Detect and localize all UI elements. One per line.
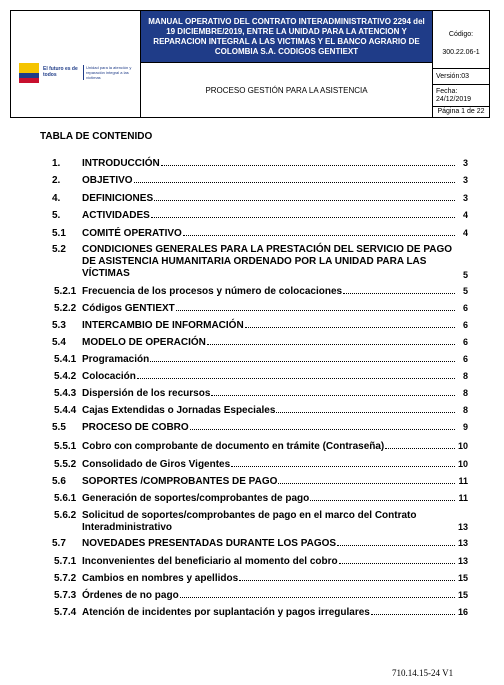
toc-entry[interactable] [48,607,468,620]
toc-entry-title[interactable]: Atención de incidentes por suplantación y pagos irregulares [82,607,370,618]
toc-entry-body [82,158,456,169]
toc-entry-number: 5.5.1 [54,441,77,452]
toc-entry-title[interactable]: Órdenes de no pago [82,590,179,601]
toc-entry[interactable] [48,538,468,551]
page-number: Página 1 de 22 [437,108,485,115]
toc-entry-body [82,244,456,280]
toc-entry-page: 6 [462,320,468,330]
toc-entry-body [82,210,456,221]
toc-entry-body [82,175,456,186]
toc-dot-leader [154,199,455,201]
toc-entry[interactable] [48,175,468,188]
toc-entry-number: 5.6.1 [54,493,77,504]
toc-entry-title[interactable]: Cajas Extendidas o Jornadas Especiales [82,405,276,416]
toc-entry-page: 5 [462,286,468,296]
toc-entry-page: 9 [462,422,468,432]
toc-entry[interactable] [48,228,468,241]
toc-entry[interactable] [48,320,468,333]
toc-entry-page: 11 [458,476,468,486]
toc-entry-page: 10 [457,441,468,451]
toc-entry[interactable] [48,388,468,401]
toc-entry-number: 5.4.3 [54,388,77,399]
toc-entry-title[interactable]: INTERCAMBIO DE INFORMACIÓN [82,320,244,331]
toc-entry-body [82,193,456,204]
toc-entry-body [82,459,456,470]
toc-entry-number: 5. [52,210,61,221]
toc-dot-leader [371,613,455,615]
toc-entry-number: 5.7.1 [54,556,77,567]
code-cell [433,11,489,69]
toc-entry[interactable] [48,158,468,171]
toc-entry-title[interactable]: INTRODUCCIÓN [82,158,160,169]
toc-entry-body [82,538,456,549]
toc-entry-number: 5.3 [52,320,66,331]
toc-dot-leader [343,292,455,294]
toc-entry-page: 8 [462,371,468,381]
toc-entry-body [82,590,456,601]
code-value: 300.22.06-1 [442,49,480,56]
toc-dot-leader [137,377,455,379]
code-label: Código: [448,31,474,38]
toc-entry-title[interactable]: SOPORTES /COMPROBANTES DE PAGO [82,476,278,487]
toc-entry[interactable] [48,459,468,472]
toc-entry-body [82,337,456,348]
toc-entry-title[interactable]: Cambios en nombres y apellidos [82,573,239,584]
toc-entry-number: 4. [52,193,61,204]
toc-entry[interactable] [48,573,468,586]
toc-entry-body [82,320,456,331]
toc-dot-leader [276,411,455,413]
toc-entry-title[interactable]: NOVEDADES PRESENTADAS DURANTE LOS PAGOS [82,538,337,549]
footer-code: 710.14.15-24 V1 [392,668,454,678]
toc-entry-title[interactable]: Consolidado de Giros Vigentes [82,459,231,470]
process-name: PROCESO GESTIÓN PARA LA ASISTENCIA [141,63,433,117]
toc-entry-number: 1. [52,158,61,169]
toc-dot-leader [176,309,455,311]
toc-entry[interactable] [48,337,468,350]
date-label: Fecha: [436,88,458,95]
logo-subtext: Unidad para la atención y reparación integral a las víctimas [83,65,138,80]
toc-entry-body [82,573,456,584]
toc-entry-page: 3 [462,193,468,203]
toc-entry-body [82,476,456,487]
toc-entry[interactable] [48,441,468,454]
toc-entry-number: 5.5 [52,422,66,433]
toc-entry-title[interactable]: PROCESO DE COBRO [82,422,189,433]
toc-entry-number: 2. [52,175,61,186]
toc-entry[interactable] [48,371,468,384]
toc-dot-leader [310,499,455,501]
toc-dot-leader [211,394,455,396]
version: Versión:03 [433,69,489,85]
toc-dot-leader [231,465,455,467]
toc-dot-leader [385,447,455,449]
toc-entry[interactable] [48,590,468,603]
toc-entry-number: 5.7.3 [54,590,77,601]
toc-entry-body [82,228,456,239]
colombia-logo-icon [19,63,39,83]
toc-entry-number: 5.5.2 [54,459,77,470]
toc-entry-body [82,422,456,433]
toc-entry[interactable] [48,286,468,299]
toc-entry-page: 4 [462,210,468,220]
date-value: 24/12/2019 [436,96,472,103]
toc-dot-leader [150,360,455,362]
toc-entry-number: 5.2.1 [54,286,77,297]
toc-entry-page: 5 [462,270,468,280]
toc-entry-title[interactable]: Solicitud de soportes/comprobantes de pago en el marco del Contrato Interadministrativo [82,510,417,533]
toc-entry[interactable] [48,354,468,367]
toc-entry-body [82,286,456,297]
toc-entry-body [82,303,456,314]
toc-entry-title[interactable]: Generación de soportes/comprobantes de pago [82,493,310,504]
toc-entry-body [82,510,456,534]
toc-dot-leader [190,428,455,430]
toc-entry[interactable] [48,405,468,418]
toc-dot-leader [207,343,455,345]
logo-text: El futuro es de todos [43,66,78,78]
toc-entry-page: 10 [457,459,468,469]
toc-entry-page: 11 [458,493,468,503]
toc-entry-number: 5.7 [52,538,66,549]
toc-entry-title[interactable]: COMITÉ OPERATIVO [82,228,182,239]
toc-dot-leader [161,164,455,166]
toc-entry-body [82,405,456,416]
toc-entry-body [82,556,456,567]
toc-entry-body [82,607,456,618]
toc-entry-title[interactable]: Códigos GENTIEXT [82,303,175,314]
toc-entry-page: 6 [462,354,468,364]
toc-dot-leader [245,326,455,328]
toc-entry-number: 5.4.4 [54,405,77,416]
logo-cell [11,11,141,117]
toc-entry[interactable] [48,556,468,569]
toc-entry-number: 5.7.2 [54,573,77,584]
toc-entry-body [82,354,456,365]
toc-entry[interactable] [48,422,468,435]
toc-entry[interactable] [48,244,468,280]
toc-entry-page: 6 [462,337,468,347]
toc-entry-number: 5.4 [52,337,66,348]
toc-entry[interactable] [48,210,468,223]
toc-entry-body [82,388,456,399]
toc-entry-title[interactable]: OBJETIVO [82,175,133,186]
toc-entry-number: 5.6 [52,476,66,487]
toc-dot-leader [337,544,455,546]
toc-heading: TABLA DE CONTENIDO [40,131,153,142]
toc-entry-title[interactable]: Inconvenientes del beneficiario al momento del cobro [82,556,338,567]
toc-entry[interactable] [48,476,468,489]
toc-dot-leader [339,562,455,564]
toc-dot-leader [151,216,455,218]
toc-entry-body [82,371,456,382]
toc-entry-body [82,493,456,504]
toc-entry-number: 5.4.2 [54,371,77,382]
toc-entry-number: 5.6.2 [54,510,77,521]
toc-entry-title[interactable]: Dispersión de los recursos [82,388,211,399]
toc-entry-number: 5.1 [52,228,66,239]
toc-dot-leader [239,579,455,581]
toc-entry-page: 13 [457,538,468,548]
toc-entry-title[interactable]: Frecuencia de los procesos y número de colocaciones [82,286,343,297]
toc-entry-title[interactable]: Programación [82,354,150,365]
toc-entry-number: 5.7.4 [54,607,77,618]
toc-entry-page: 16 [457,607,468,617]
toc-entry-title[interactable]: ACTIVIDADES [82,210,150,221]
toc-dot-leader [180,596,455,598]
toc-dot-leader [278,482,455,484]
toc-entry[interactable] [48,510,468,533]
toc-entry-page: 3 [462,158,468,168]
toc-dot-leader [183,234,455,236]
toc-entry-title[interactable]: CONDICIONES GENERALES PARA LA PRESTACIÓN DEL SERVICIO DE PAGO DE ASISTENCIA HUMANITARIA ORDENADO POR LA UNIDAD PARA LAS VÍCTIMAS [82,244,453,279]
toc-entry-body [82,441,456,452]
toc-entry-page: 13 [457,556,468,566]
date-cell [433,85,489,107]
toc-entry-title[interactable]: MODELO DE OPERACIÓN [82,337,206,348]
toc-entry-page: 13 [457,522,468,532]
toc-entry-page: 15 [457,590,468,600]
toc-dot-leader [134,181,455,183]
toc-entry-page: 3 [462,175,468,185]
toc-entry-number: 5.2 [52,244,66,255]
toc-entry[interactable] [48,303,468,316]
toc-entry-page: 6 [462,303,468,313]
toc-entry[interactable] [48,193,468,206]
toc-entry-page: 8 [462,405,468,415]
toc-entry-page: 15 [457,573,468,583]
toc-entry-number: 5.2.2 [54,303,77,314]
toc-entry-page: 4 [462,228,468,238]
toc-entry-title[interactable]: DEFINICIONES [82,193,154,204]
toc-entry[interactable] [48,493,468,506]
document-header [10,10,490,118]
toc-entry-number: 5.4.1 [54,354,77,365]
toc-entry-page: 8 [462,388,468,398]
toc-entry-title[interactable]: Colocación [82,371,136,382]
toc-entry-title[interactable]: Cobro con comprobante de documento en trámite (Contraseña) [82,441,385,452]
document-title: MANUAL OPERATIVO DEL CONTRATO INTERADMINISTRATIVO 2294 del 19 DICIEMBRE/2019, ENTRE LA UNIDAD PARA LA ATENCION Y REPARACION INTEGRAL A LAS VICTIMAS Y EL BANCO AGRARIO DE COLOMBIA S.A. CODIGOS GENTIEXT [141,11,433,63]
